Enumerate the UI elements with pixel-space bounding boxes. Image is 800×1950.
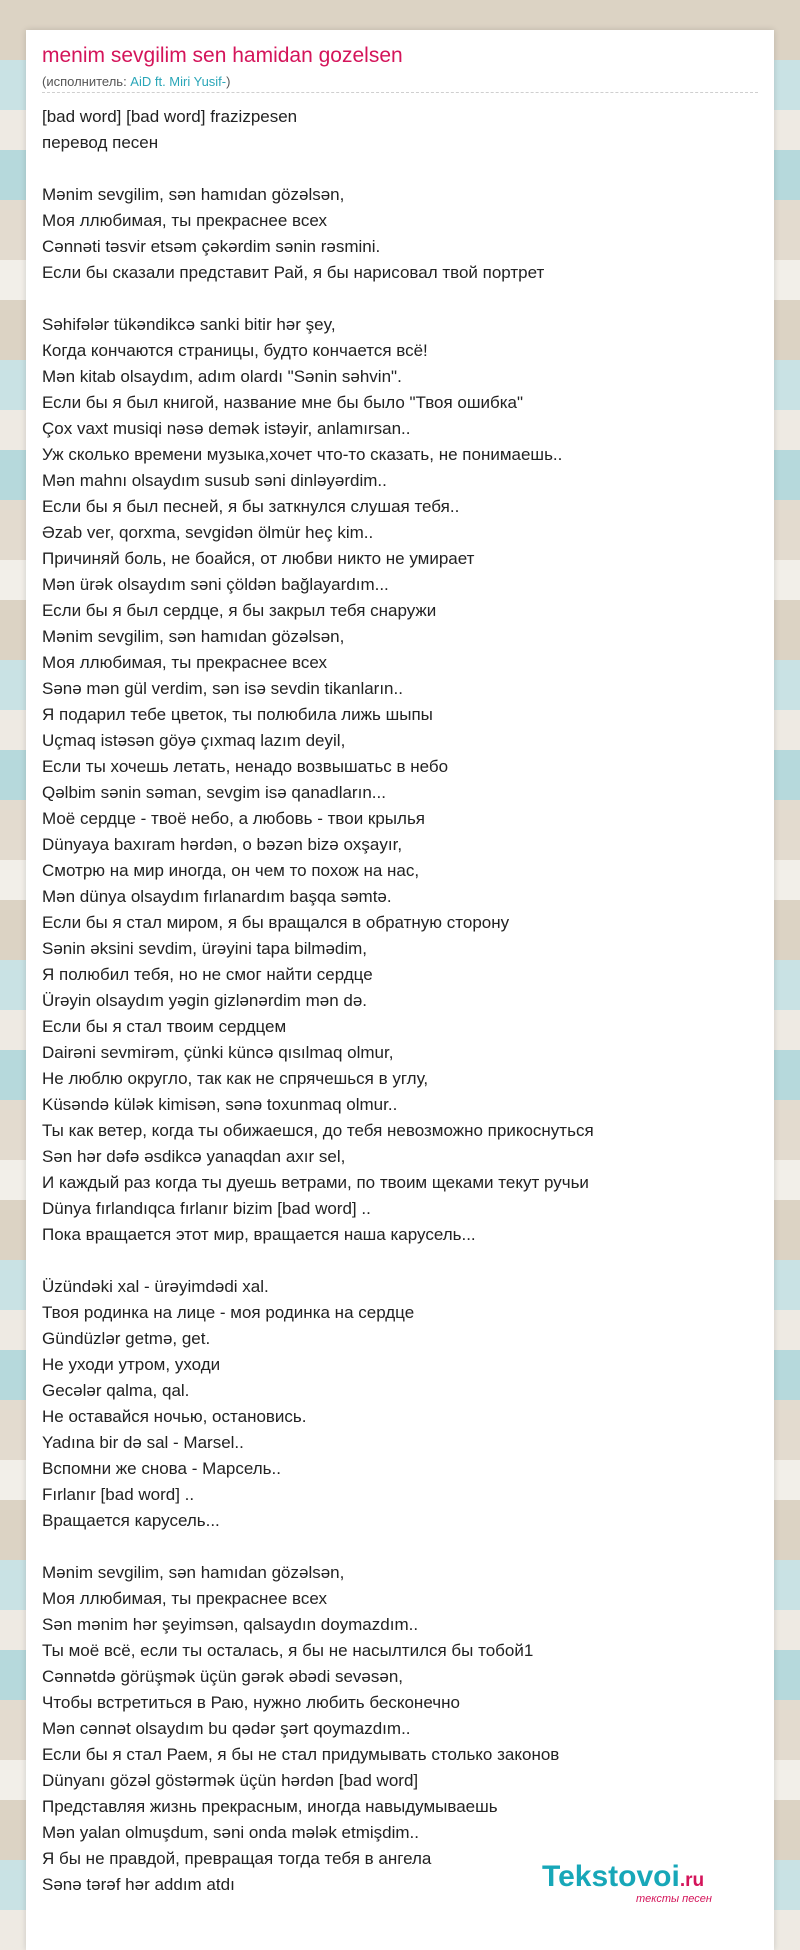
lyric-line: Mən kitab olsaydım, adım olardı "Sənin səhvin". [42,367,402,386]
lyric-line: Я полюбил тебя, но не смог найти сердце [42,965,373,984]
song-title: menim sevgilim sen hamidan gozelsen [42,44,403,67]
lyrics-body [42,104,758,1898]
lyric-line: Sənə tərəf hər addım atdı [42,1875,235,1894]
artist-prefix: (исполнитель: [42,74,131,89]
artist-suffix: ) [226,74,231,89]
lyric-line: Если бы я стал миром, я бы вращался в обратную сторону [42,913,510,932]
lyric-line: Моя ллюбимая, ты прекраснее всех [42,211,327,230]
lyric-line: Sən mənim hər şeyimsən, qalsaydın doymazdım.. [42,1615,419,1634]
lyric-line: Я подарил тебе цветок, ты полюбила лижь шыпы [42,705,433,724]
lyric-line: Mənim sevgilim, sən hamıdan gözəlsən, [42,627,345,646]
lyric-line: Если бы я был сердце, я бы закрыл тебя снаружи [42,601,437,620]
lyric-line: Dairəni sevmirəm, çünki küncə qısılmaq olmur, [42,1043,394,1062]
lyric-line: Если бы я был книгой, название мне бы было "Твоя ошибка" [42,393,524,412]
lyric-line: Gündüzlər getmə, get. [42,1329,211,1348]
lyric-line: Küsəndə külək kimisən, sənə toxunmaq olmur.. [42,1095,398,1114]
lyric-line: Вращается карусель... [42,1511,220,1530]
lyric-line: Qəlbim sənin səman, sevgim isə qanadların... [42,783,386,802]
lyric-line: Моё сердце - твоё небо, а любовь - твои крылья [42,809,426,828]
lyric-line: И каждый раз когда ты дуешь ветрами, по твоим щеками текут ручьи [42,1173,589,1192]
lyric-line: Fırlanır [bad word] .. [42,1485,195,1504]
lyric-line: Dünya fırlandıqca fırlanır bizim [bad word] .. [42,1199,371,1218]
header-divider [42,92,758,93]
lyric-line: Səhifələr tükəndikcə sanki bitir hər şey, [42,315,336,334]
logo-domain: .ru [679,1870,705,1891]
stanza-break [42,1248,758,1274]
lyric-line: Чтобы встретиться в Раю, нужно любить бесконечно [42,1693,460,1712]
lyric-line: Если ты хочешь летать, ненадо возвышатьс в небо [42,757,449,776]
lyric-line: Mən dünya olsaydım fırlanardım başqa səmtə. [42,887,392,906]
lyric-line: Ты моё всё, если ты осталась, я бы не насылтился бы тобой1 [42,1641,534,1660]
lyric-line: Смотрю на мир иногда, он чем то похож на нас, [42,861,420,880]
lyric-line: Ürəyin olsaydım yəgin gizlənərdim mən də. [42,991,368,1010]
lyric-line: Представляя жизнь прекрасным, иногда навыдумываешь [42,1797,498,1816]
lyric-line: Mən mahnı olsaydım susub səni dinləyərdim.. [42,471,387,490]
lyric-line: Я бы не правдой, превращая тогда тебя в ангела [42,1849,432,1868]
lyric-line: Если бы сказали представит Рай, я бы нарисовал твой портрет [42,263,545,282]
lyric-line: Gecələr qalma, qal. [42,1381,190,1400]
lyric-line: Mən cənnət olsaydım bu qədər şərt qoymazdım.. [42,1719,411,1738]
lyric-line: Если бы я стал Раем, я бы не стал придумывать столько законов [42,1745,560,1764]
lyric-line: Mənim sevgilim, sən hamıdan gözəlsən, [42,1563,345,1582]
lyric-line: Моя ллюбимая, ты прекраснее всех [42,653,327,672]
lyric-line: Əzab ver, qorxma, sevgidən ölmür heç kim.. [42,523,374,542]
artist-link[interactable]: AiD ft. Miri Yusif- [130,74,227,89]
lyric-line: Если бы я был песней, я бы заткнулся слушая тебя.. [42,497,460,516]
lyric-line: Не уходи утром, уходи [42,1355,221,1374]
lyric-line: Ты как ветер, когда ты обижаешся, до тебя невозможно прикоснуться [42,1121,594,1140]
lyric-line: [bad word] [bad word] frazizpesen [42,107,298,126]
lyric-line: Dünyanı gözəl göstərmək üçün hərdən [bad word] [42,1771,419,1790]
lyric-line: Dünyaya baxıram hərdən, o bəzən bizə oxşayır, [42,835,403,854]
artist-line [42,74,230,89]
lyric-line: Не оставайся ночью, остановись. [42,1407,307,1426]
lyric-line: Mən ürək olsaydım səni çöldən bağlayardım... [42,575,389,594]
logo-name: Tekstovoi [542,1860,680,1893]
lyric-line: Sənin əksini sevdim, ürəyini tapa bilmədim, [42,939,368,958]
lyric-line: Твоя родинка на лице - моя родинка на сердце [42,1303,415,1322]
lyric-line: Когда кончаются страницы, будто кончается всё! [42,341,428,360]
lyric-line: Çox vaxt musiqi nəsə demək istəyir, anlamırsan.. [42,419,411,438]
lyric-line: Моя ллюбимая, ты прекраснее всех [42,1589,327,1608]
lyric-line: Üzündəki xal - ürəyimdədi xal. [42,1277,269,1296]
lyric-line: Пока вращается этот мир, вращается наша карусель... [42,1225,476,1244]
lyric-line: Sən hər dəfə əsdikcə yanaqdan axır sel, [42,1147,346,1166]
lyric-line: Mənim sevgilim, sən hamıdan gözəlsən, [42,185,345,204]
lyric-line: Cənnətdə görüşmək üçün gərək əbədi sevəsən, [42,1667,404,1686]
lyric-line: Если бы я стал твоим сердцем [42,1017,287,1036]
logo-tagline: тексты песен [636,1893,712,1905]
lyric-line: Уж сколько времени музыка,хочет что-то сказать, не понимаешь.. [42,445,563,464]
lyric-line: Yadına bir də sal - Marsel.. [42,1433,244,1452]
lyric-line: Cənnəti təsvir etsəm çəkərdim sənin rəsmini. [42,237,381,256]
lyric-line: Mən yalan olmuşdum, səni onda mələk etmişdim.. [42,1823,419,1842]
stanza-break [42,156,758,182]
lyric-line: Uçmaq istəsən göyə çıxmaq lazım deyil, [42,731,346,750]
lyric-line: перевод песен [42,133,159,152]
lyric-line: Вспомни же снова - Марсель.. [42,1459,281,1478]
stanza-break [42,1534,758,1560]
site-logo[interactable] [542,1860,704,1894]
lyric-line: Sənə mən gül verdim, sən isə sevdin tikanların.. [42,679,403,698]
stanza-break [42,286,758,312]
lyrics-card [26,30,774,1950]
lyric-line: Причиняй боль, не боайся, от любви никто не умирает [42,549,475,568]
lyric-line: Не люблю округло, так как не спрячешься в углу, [42,1069,429,1088]
